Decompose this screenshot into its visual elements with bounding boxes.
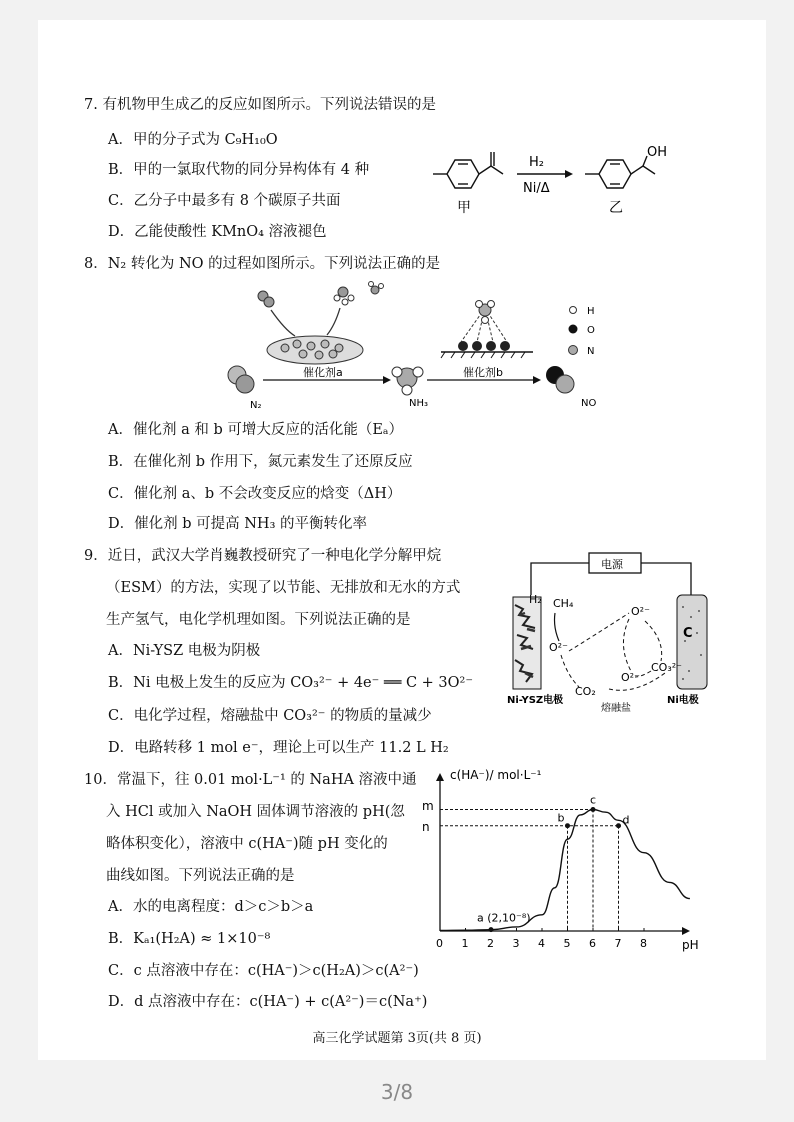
n2-molecule-icon xyxy=(228,366,254,393)
q10-option-c: C．c 点溶液中存在：c(HA⁻)＞c(H₂A)＞c(A²⁻) xyxy=(108,963,419,979)
q10-option-a: A．水的电离程度：d＞c＞b＞a xyxy=(108,899,314,915)
label-jia: 甲 xyxy=(457,200,471,216)
page-indicator: 3/8 xyxy=(380,1080,414,1104)
x-tick-label: 8 xyxy=(640,937,647,950)
q8-option-a: A．催化剂 a 和 b 可增大反应的活化能（Eₐ） xyxy=(108,422,404,438)
q10-option-b: B．Kₐ₁(H₂A) ≈ 1×10⁻⁸ xyxy=(108,931,271,947)
q10-stem-line-2: 入 HCl 或加入 NaOH 固体调节溶液的 pH(忽 xyxy=(106,804,405,820)
q8-option-b: B．在催化剂 b 作用下，氮元素发生了还原反应 xyxy=(108,454,413,470)
legend-h: H xyxy=(587,306,595,317)
x-tick-label: 0 xyxy=(436,937,443,950)
q7-option-a: A．甲的分子式为 C₉H₁₀O xyxy=(108,132,278,148)
label-oh: OH xyxy=(647,145,668,160)
q9-option-b: B．Ni 电极上发生的反应为 CO₃²⁻ + 4e⁻ ══ C + 3O²⁻ xyxy=(108,675,474,691)
label-ni-ysz-electrode: Ni-YSZ电极 xyxy=(507,695,564,706)
point-a xyxy=(489,927,494,932)
label-o2-left: O²⁻ xyxy=(549,641,568,654)
reagent-ni-heat: Ni/Δ xyxy=(523,181,550,196)
q8-option-c: C．催化剂 a、b 不会改变反应的焓变（ΔH） xyxy=(108,486,402,502)
point-c xyxy=(591,807,596,812)
x-tick-label: 4 xyxy=(538,937,545,950)
legend-o: O xyxy=(587,325,595,336)
x-tick-label: 1 xyxy=(461,937,469,950)
y-tick-m: m xyxy=(422,799,434,813)
q10-stem-line-3: 略体积变化），溶液中 c(HA⁻)随 pH 变化的 xyxy=(106,836,388,852)
catalyst-a-surface xyxy=(267,336,363,364)
q9-stem-line-1: 9．近日，武汉大学肖巍教授研究了一种电化学分解甲烷 xyxy=(84,548,442,564)
molecule-yi xyxy=(585,156,655,188)
label-catalyst-a: 催化剂a xyxy=(303,366,343,379)
q7-option-c: C．乙分子中最多有 8 个碳原子共面 xyxy=(108,193,341,209)
label-catalyst-b: 催化剂b xyxy=(463,366,503,379)
label-power: 电源 xyxy=(601,558,623,571)
label-o2-bottom: O²⁻ xyxy=(621,671,640,684)
q8-mechanism-diagram xyxy=(215,280,615,415)
catalyst-b-surface xyxy=(441,301,533,359)
q9-stem-line-2: （ESM）的方法，实现了以节能、无排放和无水的方式 xyxy=(106,580,461,596)
label-molten-salt: 熔融盐 xyxy=(601,703,631,714)
legend-n: N xyxy=(587,346,595,357)
ni-electrode xyxy=(677,595,707,689)
q8-option-d: D．催化剂 b 可提高 NH₃ 的平衡转化率 xyxy=(108,516,367,532)
reactant-molecules xyxy=(258,282,384,308)
q9-option-d: D．电路转移 1 mol e⁻，理论上可以生产 11.2 L H₂ xyxy=(108,740,449,756)
page-footer: 高三化学试题第 3页(共 8 页) xyxy=(312,1031,482,1046)
no-molecule-icon xyxy=(546,366,574,393)
q9-stem-line-3: 生产氢气，电化学机理如图。下列说法正确的是 xyxy=(106,612,411,628)
y-axis-label: c(HA⁻)/ mol·L⁻¹ xyxy=(450,768,542,782)
label-o2-top: O²⁻ xyxy=(631,605,650,618)
label-ch4: CH₄ xyxy=(553,597,574,610)
q10-option-d: D．d 点溶液中存在：c(HA⁻) + c(A²⁻)＝c(Na⁺) xyxy=(108,994,428,1010)
q8-stem: 8．N₂ 转化为 NO 的过程如图所示。下列说法正确的是 xyxy=(84,256,441,272)
point-d xyxy=(616,823,621,828)
x-tick-label: 6 xyxy=(589,937,596,950)
label-c: C xyxy=(683,626,693,641)
label-h2: H₂ xyxy=(529,593,542,606)
q10-stem-line-1: 10．常温下，往 0.01 mol·L⁻¹ 的 NaHA 溶液中通 xyxy=(84,772,417,788)
x-tick-label: 5 xyxy=(563,937,571,950)
x-tick-label: 7 xyxy=(614,937,622,950)
label-no: NO xyxy=(581,398,597,409)
q10-stem-line-4: 曲线如图。下列说法正确的是 xyxy=(106,868,295,884)
x-tick-label: 2 xyxy=(487,937,494,950)
label-co2: CO₂ xyxy=(575,685,596,698)
label-n2: N₂ xyxy=(250,400,262,411)
point-label-c: c xyxy=(590,793,597,807)
label-co3: CO₃²⁻ xyxy=(651,661,682,674)
q9-option-a: A．Ni-YSZ 电极为阴极 xyxy=(108,643,261,659)
q7-option-b: B．甲的一氯取代物的同分异构体有 4 种 xyxy=(108,162,370,178)
point-label-d: d xyxy=(622,813,630,827)
q7-option-d: D．乙能使酸性 KMnO₄ 溶液褪色 xyxy=(108,224,327,240)
reagent-h2: H₂ xyxy=(529,155,544,170)
molecule-jia xyxy=(433,152,503,188)
point-label-b: b xyxy=(557,811,565,825)
ni-ysz-electrode xyxy=(513,597,541,689)
point-b xyxy=(565,823,570,828)
x-tick-label: 3 xyxy=(512,937,520,950)
q9-electrolysis-diagram xyxy=(505,545,720,715)
q7-reaction-scheme xyxy=(425,140,695,230)
label-ni-electrode: Ni电极 xyxy=(667,695,699,706)
q9-option-c: C．电化学过程，熔融盐中 CO₃²⁻ 的物质的量减少 xyxy=(108,708,432,724)
point-label-a: a (2,10⁻⁸) xyxy=(477,911,531,925)
x-axis-label: pH xyxy=(682,938,699,952)
y-tick-n: n xyxy=(422,820,430,834)
label-nh3: NH₃ xyxy=(409,398,429,409)
q7-stem: 7. 有机物甲生成乙的反应如图所示。下列说法错误的是 xyxy=(84,97,436,113)
q10-ha-ph-chart xyxy=(410,765,705,955)
label-yi: 乙 xyxy=(609,200,623,216)
atom-legend xyxy=(569,306,596,357)
nh3-molecule-icon xyxy=(392,367,423,395)
